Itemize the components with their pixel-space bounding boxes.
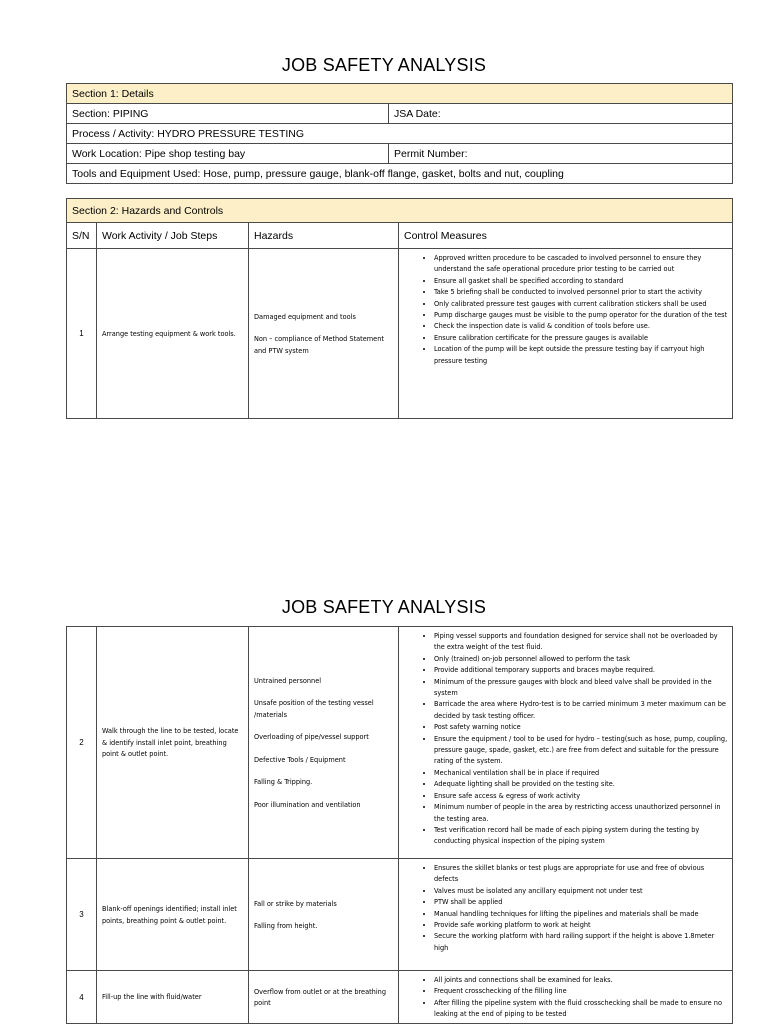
hazards-controls-table bbox=[66, 626, 733, 1024]
control-item: • Pump discharge gauges must be visible to the pump operator for the duration of the test bbox=[434, 309, 728, 320]
control-item: • Manual handling techniques for lifting the pipelines and materials shall be made bbox=[434, 908, 728, 919]
hazard-item: Damaged equipment and tools bbox=[254, 311, 356, 321]
hazard-item: Falling & Tripping. bbox=[254, 777, 313, 787]
row-controls bbox=[399, 627, 733, 859]
hazard-item: Fall or strike by materials bbox=[254, 898, 337, 908]
column-header-activity: Work Activity / Job Steps bbox=[97, 223, 249, 249]
section2-header-row bbox=[67, 199, 733, 223]
row-hazards bbox=[249, 971, 399, 1024]
hazard-item: Unsafe position of the testing vessel /materials bbox=[254, 698, 374, 719]
column-header-controls: Control Measures bbox=[399, 223, 733, 249]
section-field: Section: PIPING bbox=[67, 104, 389, 124]
page-title: JOB SAFETY ANALYSIS bbox=[281, 597, 487, 617]
control-item: • Piping vessel supports and foundation designed for service shall not be overloaded by the extra weight of the test fluid. bbox=[434, 630, 728, 653]
control-item: • Minimum number of people in the area by restricting access unauthorized personnel in the testing area. bbox=[434, 801, 728, 824]
control-item: • Minimum of the pressure gauges with block and bleed valve shall be provided in the system bbox=[434, 676, 728, 699]
section2-header: Section 2: Hazards and Controls bbox=[67, 199, 733, 223]
row-sn: 4 bbox=[67, 971, 97, 1024]
work-location-field: Work Location: Pipe shop testing bay bbox=[67, 144, 389, 164]
row-activity: Fill-up the line with fluid/water bbox=[97, 971, 249, 1024]
details-table bbox=[66, 83, 733, 184]
table-row bbox=[67, 104, 733, 124]
row-sn: 2 bbox=[67, 627, 97, 859]
row-activity: Arrange testing equipment & work tools. bbox=[97, 249, 249, 419]
hazard-item: Defective Tools / Equipment bbox=[254, 754, 346, 764]
table-row bbox=[67, 144, 733, 164]
control-item: • Location of the pump will be kept outside the pressure testing bay if carryout high pressure testing bbox=[434, 343, 728, 366]
control-item: • Ensure all gasket shall be specified according to standard bbox=[434, 275, 728, 286]
control-item: • Ensures the skillet blanks or test plugs are appropriate for use and free of obvious defects bbox=[434, 862, 728, 885]
section1-header-row bbox=[67, 84, 733, 104]
hazard-item: Untrained personnel bbox=[254, 676, 322, 686]
row-activity: Walk through the line to be tested, locate & identify install inlet point, breathing point & outlet point. bbox=[97, 627, 249, 859]
control-list bbox=[403, 630, 728, 847]
control-item: • Ensure safe access & egress of work activity bbox=[434, 790, 728, 801]
control-item: • Provide safe working platform to work at height bbox=[434, 919, 728, 930]
control-item: • Test verification record hall be made of each piping system during the testing by conducting physical inspection of the piping system bbox=[434, 824, 728, 847]
row-controls bbox=[399, 859, 733, 971]
section1-header: Section 1: Details bbox=[67, 84, 733, 104]
table-row bbox=[67, 859, 733, 971]
hazard-item: Falling from height. bbox=[254, 921, 318, 930]
row-hazards bbox=[249, 249, 399, 419]
jsa-date-field: JSA Date: bbox=[389, 104, 733, 124]
control-item: • Ensure calibration certificate for the pressure gauges is available bbox=[434, 332, 728, 343]
row-controls bbox=[399, 249, 733, 419]
hazard-item: Overflow from outlet or at the breathing point bbox=[254, 986, 386, 1007]
row-hazards bbox=[249, 627, 399, 859]
control-item: • Adequate lighting shall be provided on the testing site. bbox=[434, 778, 728, 789]
tools-equipment-field: Tools and Equipment Used: Hose, pump, pressure gauge, blank-off flange, gasket, bolts and nut, coupling bbox=[67, 164, 733, 184]
table-row bbox=[67, 249, 733, 419]
row-controls bbox=[399, 971, 733, 1024]
row-sn: 3 bbox=[67, 859, 97, 971]
table-row bbox=[67, 627, 733, 859]
page-title: JOB SAFETY ANALYSIS bbox=[281, 55, 487, 75]
control-item: • All joints and connections shall be examined for leaks. bbox=[434, 974, 728, 985]
control-item: • Only (trained) on-job personnel allowed to perform the task bbox=[434, 653, 728, 664]
control-item: • After filling the pipeline system with the fluid crosschecking shall be made to ensure no leaking at the end of piping to be tested bbox=[434, 997, 728, 1020]
control-item: • Only calibrated pressure test gauges with current calibration stickers shall be used bbox=[434, 298, 728, 309]
permit-number-field: Permit Number: bbox=[389, 144, 733, 164]
process-activity-field: Process / Activity: HYDRO PRESSURE TESTING bbox=[67, 124, 733, 144]
hazard-item: Poor illumination and ventilation bbox=[254, 799, 361, 809]
table-row bbox=[67, 164, 733, 184]
column-header-sn: S/N bbox=[67, 223, 97, 249]
control-item: • Secure the working platform with hard railing support if the height is above 1.8meter high bbox=[434, 930, 728, 953]
control-item: • Barricade the area where Hydro-test is to be carried minimum 3 meter maximum can be decided by task testing officer. bbox=[434, 698, 728, 721]
control-item: • Frequent crosschecking of the filling line bbox=[434, 985, 728, 996]
control-list bbox=[403, 974, 728, 1020]
hazard-item: Non – compliance of Method Statement and PTW system bbox=[254, 334, 384, 355]
control-item: • Take 5 briefing shall be conducted to involved personnel prior to start the activity bbox=[434, 286, 728, 297]
column-header-row bbox=[67, 223, 733, 249]
table-row bbox=[67, 124, 733, 144]
control-item: • PTW shall be applied bbox=[434, 896, 728, 907]
hazard-item: Overloading of pipe/vessel support bbox=[254, 732, 369, 742]
column-header-hazards: Hazards bbox=[249, 223, 399, 249]
row-sn: 1 bbox=[67, 249, 97, 419]
row-hazards bbox=[249, 859, 399, 971]
control-item: • Mechanical ventilation shall be in place if required bbox=[434, 767, 728, 778]
table-row bbox=[67, 971, 733, 1024]
control-item: • Approved written procedure to be cascaded to involved personnel to ensure they understand the safe operational procedure prior testing to be carried out bbox=[434, 252, 728, 275]
control-item: • Post safety warning notice bbox=[434, 721, 728, 732]
row-activity: Blank-off openings identified; install inlet points, breathing point & outlet point. bbox=[97, 859, 249, 971]
control-item: • Check the inspection date is valid & condition of tools before use. bbox=[434, 320, 728, 331]
hazards-controls-table bbox=[66, 198, 733, 419]
control-item: • Provide additional temporary supports and braces maybe required. bbox=[434, 664, 728, 675]
control-item: • Ensure the equipment / tool to be used for hydro – testing(such as hose, pump, coupling, pressure gauge, spade, gasket, etc.) are free from defect and suitable for the pressure rating of the system. bbox=[434, 733, 728, 767]
control-item: • Valves must be isolated any ancillary equipment not under test bbox=[434, 885, 728, 896]
control-list bbox=[403, 252, 728, 366]
control-list bbox=[403, 862, 728, 953]
